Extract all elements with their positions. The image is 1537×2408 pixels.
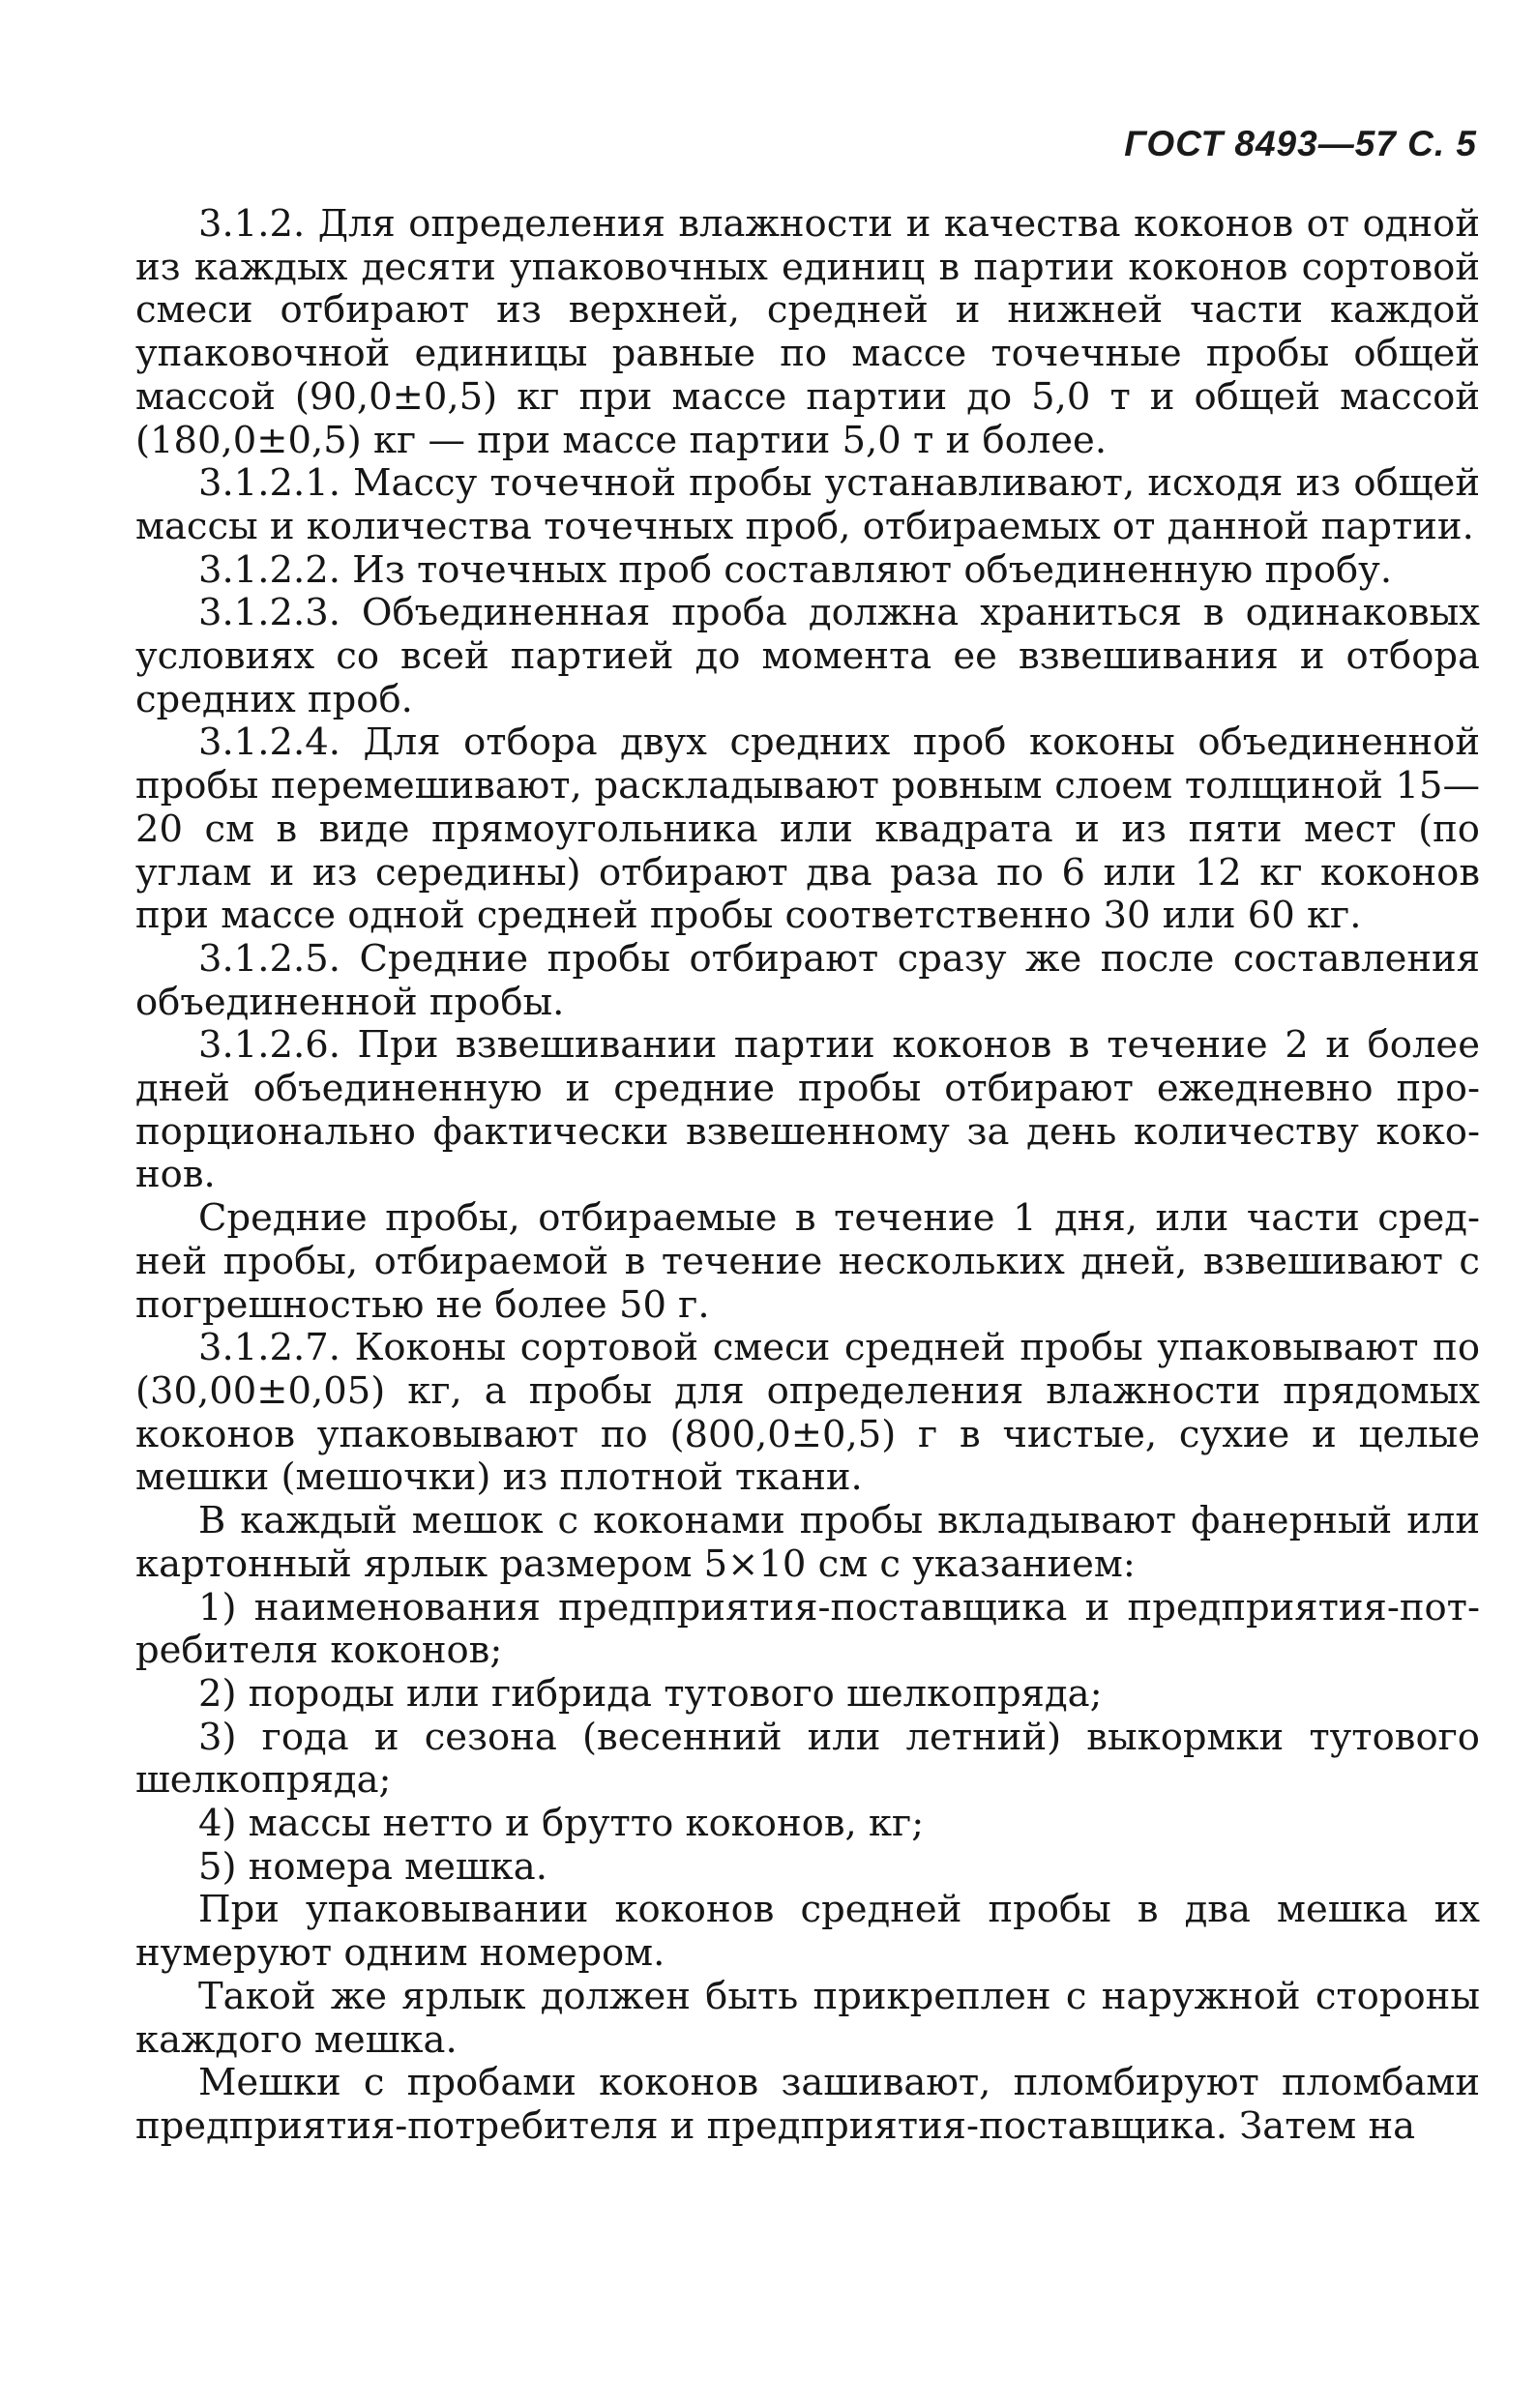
list-item-1: 1) наименования предприятия-поставщика и предприятия-потребителя коконов;: [135, 1585, 1480, 1673]
running-header: ГОСТ 8493—57 С. 5: [1124, 124, 1477, 163]
paragraph-3-1-2-2: 3.1.2.2. Из точечных проб составляют объединенную пробу.: [198, 547, 1393, 592]
paragraph-two-bags: При упаковывании коконов средней пробы в два мешка их нумеруют одним номером.: [135, 1888, 1480, 1976]
paragraph-3-1-2-4: 3.1.2.4. Для отбора двух средних проб коконы объединенной пробы перемешивают, раскладывают ровным слоем толщиной 15—20 см в виде прямоугольника или квадрата и из пяти мест (по углам и из середины) отбирают два раза по 6 или 12 кг коконов при массе одной средней пробы соответственно 30 или 60 кг.: [135, 720, 1480, 938]
paragraph-3-1-2-5: 3.1.2.5. Средние пробы отбирают сразу же после составления объединенной пробы.: [135, 936, 1480, 1024]
paragraph-3-1-2: 3.1.2. Для определения влажности и качества коконов от одной из каждых десяти упаковочных единиц в партии коконов сортовой смеси отбирают из верхней, средней и нижней части каждой упаковочной единицы равные по массе точечные пробы общей массой (90,0±0,5) кг при массе партии до 5,0 т и общей массой (180,0±0,5) кг — при массе партии 5,0 т и более.: [135, 202, 1480, 462]
paragraph-3-1-2-7: 3.1.2.7. Коконы сортовой смеси средней пробы упаковывают по (30,00±0,05) кг, а пробы для определения влажности прядомых коконов упаковывают по (800,0±0,5) г в чистые, сухие и целые мешки (мешочки) из плотной ткани.: [135, 1326, 1480, 1500]
list-item-3: 3) года и сезона (весенний или летний) выкормки тутового шелкопряда;: [135, 1715, 1480, 1803]
paragraph-outer-label: Такой же ярлык должен быть прикреплен с наружной стороны каждого мешка.: [135, 1974, 1480, 2062]
paragraph-weighing-note: Средние пробы, отбираемые в течение 1 дня, или части средней пробы, отбираемой в течение нескольких дней, взвешивают с погрешностью не более 50 г.: [135, 1196, 1480, 1327]
paragraph-sealing: Мешки с пробами коконов зашивают, пломбируют пломбами предприятия-потребителя и предприятия-поставщика. Затем на: [135, 2061, 1480, 2148]
paragraph-3-1-2-1: 3.1.2.1. Массу точечной пробы устанавливают, исходя из общей массы и количества точечных проб, отбираемых от данной партии.: [135, 461, 1480, 548]
paragraph-3-1-2-3: 3.1.2.3. Объединенная проба должна храниться в одинаковых условиях со всей партией до момента ее взвешивания и отбора средних проб.: [135, 591, 1480, 721]
list-item-5: 5) номера мешка.: [198, 1844, 547, 1889]
list-item-4: 4) массы нетто и брутто коконов, кг;: [198, 1802, 925, 1846]
body-text: [135, 203, 1480, 2149]
paragraph-label-intro: В каждый мешок с коконами пробы вкладывают фанерный или картонный ярлык размером 5×10 см с указанием:: [135, 1499, 1480, 1586]
list-item-2: 2) породы или гибрида тутового шелкопряда;: [198, 1671, 1103, 1716]
paragraph-3-1-2-6: 3.1.2.6. При взвешивании партии коконов в течение 2 и более дней объединенную и средние пробы отбирают ежедневно пропорционально фактически взвешенному за день количеству коконов.: [135, 1023, 1480, 1197]
